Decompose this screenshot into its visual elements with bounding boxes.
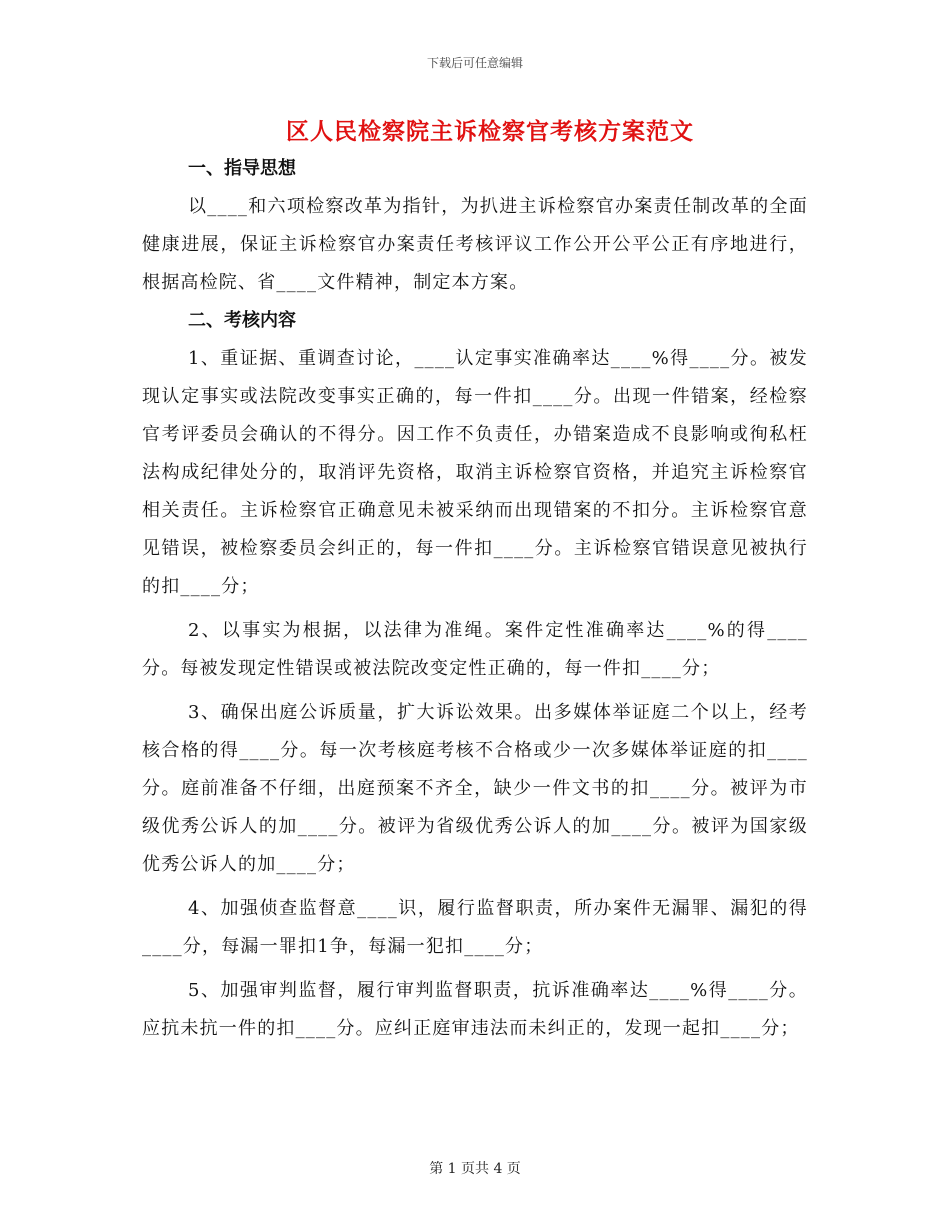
paragraph: 以____和六项检察改革为指针，为扒进主诉检察官办案责任制改革的全面健康进展，保证主诉检察官办案责任考核评议工作公开公平公正有序地进行，根据高检院、省____文件精神，制定本方案。: [142, 196, 808, 293]
document-body: [142, 150, 808, 1048]
document-title: 区人民检察院主诉检察官考核方案范文: [286, 118, 694, 145]
paragraph: 3、确保出庭公诉质量，扩大诉讼效果。出多媒体举证庭二个以上，经考核合格的得____分。每一次考核庭考核不合格或少一次多媒体举证庭的扣____分。庭前准备不仔细，出庭预案不齐全，缺少一件文书的扣____分。被评为市级优秀公诉人的加____分。被评为省级优秀公诉人的加____分。被评为国家级优秀公诉人的加____分；: [142, 702, 808, 875]
page-footer: 第 1 页共 4 页: [429, 1161, 521, 1177]
paragraph: 4、加强侦查监督意____识，履行监督职责，所办案件无漏罪、漏犯的得____分，每漏一罪扣1争，每漏一犯扣____分；: [142, 898, 808, 957]
paragraph: 1、重证据、重调查讨论，____认定事实准确率达____%得____分。被发现认定事实或法院改变事实正确的，每一件扣____分。出现一件错案，经检察官考评委员会确认的不得分。因工作不负责任，办错案造成不良影响或徇私枉法构成纪律处分的，取消评先资格，取消主诉检察官资格，并追究主诉检察官相关责任。主诉检察官正确意见未被采纳而出现错案的不扣分。主诉检察官意见错误，被检察委员会纠正的，每一件扣____分。主诉检察官错误意见被执行的扣____分；: [142, 348, 808, 597]
section-heading-guiding-ideology: 一、指导思想: [188, 158, 296, 179]
header-note: 下载后可任意编辑: [426, 56, 523, 70]
section-heading-assessment-content: 二、考核内容: [188, 310, 296, 331]
paragraph: 5、加强审判监督，履行审判监督职责，抗诉准确率达____%得____分。应抗未抗一件的扣____分。应纠正庭审违法而未纠正的，发现一起扣____分；: [142, 980, 808, 1039]
paragraph: 2、以事实为根据，以法律为准绳。案件定性准确率达____%的得____分。每被发现定性错误或被法院改变定性正确的，每一件扣____分；: [142, 620, 808, 679]
